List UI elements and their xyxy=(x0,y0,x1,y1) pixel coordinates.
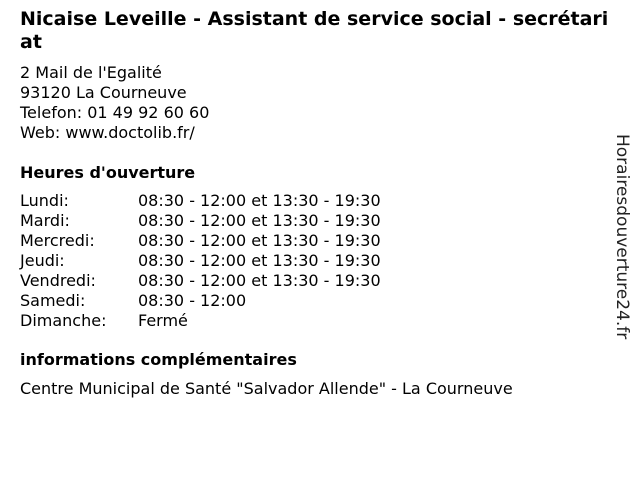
hours-row-tuesday xyxy=(20,211,610,231)
hours-time: 08:30 - 12:00 et 13:30 - 19:30 xyxy=(138,191,381,210)
hours-row-saturday xyxy=(20,291,610,311)
hours-day: Mardi: xyxy=(20,211,70,230)
page-title: Nicaise Leveille - Assistant de service social - secrétariat xyxy=(20,8,609,53)
hours-day: Vendredi: xyxy=(20,271,96,290)
hours-row-thursday xyxy=(20,251,610,271)
hours-row-sunday xyxy=(20,311,610,331)
address-city: 93120 La Courneuve xyxy=(20,83,187,102)
address-street: 2 Mail de l'Egalité xyxy=(20,63,162,82)
hours-time: 08:30 - 12:00 et 13:30 - 19:30 xyxy=(138,211,381,230)
hours-time: Fermé xyxy=(138,311,188,330)
hours-row-friday xyxy=(20,271,610,291)
hours-time: 08:30 - 12:00 et 13:30 - 19:30 xyxy=(138,271,381,290)
hours-time: 08:30 - 12:00 xyxy=(138,291,247,310)
hours-day: Mercredi: xyxy=(20,231,95,250)
info-heading: informations complémentaires xyxy=(20,350,297,369)
hours-row-wednesday xyxy=(20,231,610,251)
hours-day: Lundi: xyxy=(20,191,69,210)
hours-day: Samedi: xyxy=(20,291,86,310)
hours-day: Jeudi: xyxy=(20,251,65,270)
address-block xyxy=(20,63,610,143)
address-phone: Telefon: 01 49 92 60 60 xyxy=(20,103,210,122)
site-watermark: Horairesdouverture24.fr xyxy=(612,134,632,340)
listing-content xyxy=(20,0,610,399)
hours-time: 08:30 - 12:00 et 13:30 - 19:30 xyxy=(138,251,381,270)
info-text: Centre Municipal de Santé "Salvador Allende" - La Courneuve xyxy=(20,379,513,398)
hours-heading: Heures d'ouverture xyxy=(20,163,196,182)
hours-time: 08:30 - 12:00 et 13:30 - 19:30 xyxy=(138,231,381,250)
hours-table xyxy=(20,191,610,331)
hours-row-monday xyxy=(20,191,610,211)
address-web: Web: www.doctolib.fr/ xyxy=(20,123,195,142)
hours-day: Dimanche: xyxy=(20,311,107,330)
